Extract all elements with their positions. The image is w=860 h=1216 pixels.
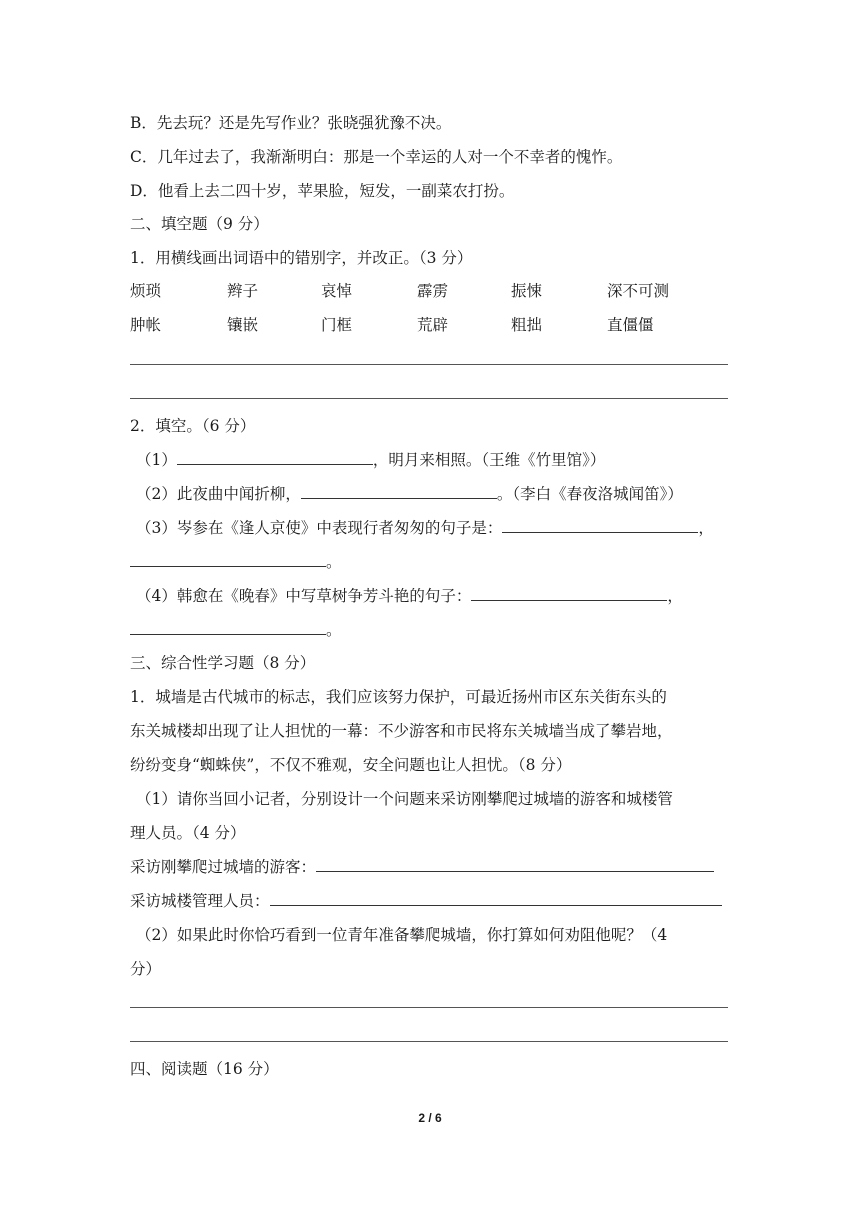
- paragraph-line: 东关城楼却出现了让人担忧的一幕：不少游客和市民将东关城墙当成了攀岩地，: [130, 722, 673, 740]
- q1-prompt: 1．用横线画出词语中的错别字，并改正。（3 分）: [130, 249, 473, 267]
- answer-line[interactable]: [270, 890, 722, 906]
- fill-item-4: [136, 585, 734, 607]
- page-number: 2 / 6: [418, 1111, 442, 1125]
- item-text: （2）此夜曲中闻折柳，: [136, 485, 301, 503]
- fill-item-3-cont: [130, 551, 728, 573]
- fill-item-3: [136, 517, 734, 539]
- answer-line[interactable]: [316, 856, 714, 872]
- word: 辫子: [227, 282, 259, 300]
- interview-visitor: [130, 856, 728, 878]
- item-text: ，: [698, 519, 714, 537]
- fill-item-1: [136, 449, 734, 471]
- word: 肿帐: [130, 316, 162, 334]
- option-d: D．他看上去二四十岁，苹果脸，短发，一副菜农打扮。: [130, 182, 515, 200]
- option-c: C．几年过去了，我渐渐明白：那是一个幸运的人对一个不幸者的愧怍。: [130, 148, 623, 166]
- answer-line[interactable]: [130, 398, 728, 399]
- answer-line[interactable]: [130, 364, 728, 365]
- item-number: （1）: [136, 451, 177, 469]
- item-text: ，明月来相照。（王维《竹里馆》）: [372, 451, 606, 469]
- word: 门框: [321, 316, 353, 334]
- section-3-title: 三、综合性学习题（8 分）: [130, 654, 316, 672]
- answer-line[interactable]: [130, 1007, 728, 1008]
- item-text: ，: [667, 587, 683, 605]
- item-text: 。: [326, 621, 342, 639]
- section-4-title: 四、阅读题（16 分）: [130, 1060, 279, 1078]
- blank-line[interactable]: [502, 517, 698, 533]
- item-text: 。: [326, 553, 342, 571]
- word: 直僵僵: [607, 316, 654, 334]
- item-text: （3）岑参在《逢人京使》中表现行者匆匆的句子是：: [136, 519, 503, 537]
- word: 烦琐: [130, 282, 162, 300]
- blank-line[interactable]: [177, 449, 373, 465]
- paragraph-line: 1．城墙是古代城市的标志，我们应该努力保护，可最近扬州市区东关街东头的: [130, 688, 667, 706]
- item-text: 。（李白《春夜洛城闻笛》）: [496, 485, 683, 503]
- q2-prompt: 2．填空。（6 分）: [130, 417, 256, 435]
- section-2-title: 二、填空题（9 分）: [130, 215, 269, 233]
- word: 粗拙: [511, 316, 543, 334]
- subquestion-1-cont: 理人员。（4 分）: [130, 824, 246, 842]
- word: 镶嵌: [227, 316, 259, 334]
- option-b: B．先去玩？还是先写作业？张晓强犹豫不决。: [130, 114, 452, 132]
- subquestion-1: （1）请你当回小记者，分别设计一个问题来采访刚攀爬过城墙的游客和城楼管: [136, 790, 673, 808]
- answer-line[interactable]: [130, 1041, 728, 1042]
- fill-item-4-cont: [130, 619, 728, 641]
- item-text: （4）韩愈在《晚春》中写草树争芳斗艳的句子：: [136, 587, 472, 605]
- word: 振悚: [511, 282, 543, 300]
- subquestion-2: （2）如果此时你恰巧看到一位青年准备攀爬城墙，你打算如何劝阻他呢？（4: [136, 926, 668, 944]
- blank-line[interactable]: [130, 551, 326, 567]
- word: 荒辟: [417, 316, 449, 334]
- blank-line[interactable]: [301, 483, 497, 499]
- subquestion-2-cont: 分）: [130, 960, 162, 978]
- fill-item-2: [136, 483, 734, 505]
- word: 霹雳: [417, 282, 449, 300]
- word: 哀悼: [321, 282, 353, 300]
- interview-manager: [130, 890, 728, 912]
- paragraph-line: 纷纷变身“蜘蛛侠”，不仅不雅观，安全问题也让人担忧。（8 分）: [130, 756, 572, 774]
- blank-line[interactable]: [130, 619, 326, 635]
- blank-line[interactable]: [471, 585, 667, 601]
- item-text: 采访城楼管理人员：: [130, 892, 270, 910]
- word: 深不可测: [607, 282, 670, 300]
- item-text: 采访刚攀爬过城墙的游客：: [130, 858, 317, 876]
